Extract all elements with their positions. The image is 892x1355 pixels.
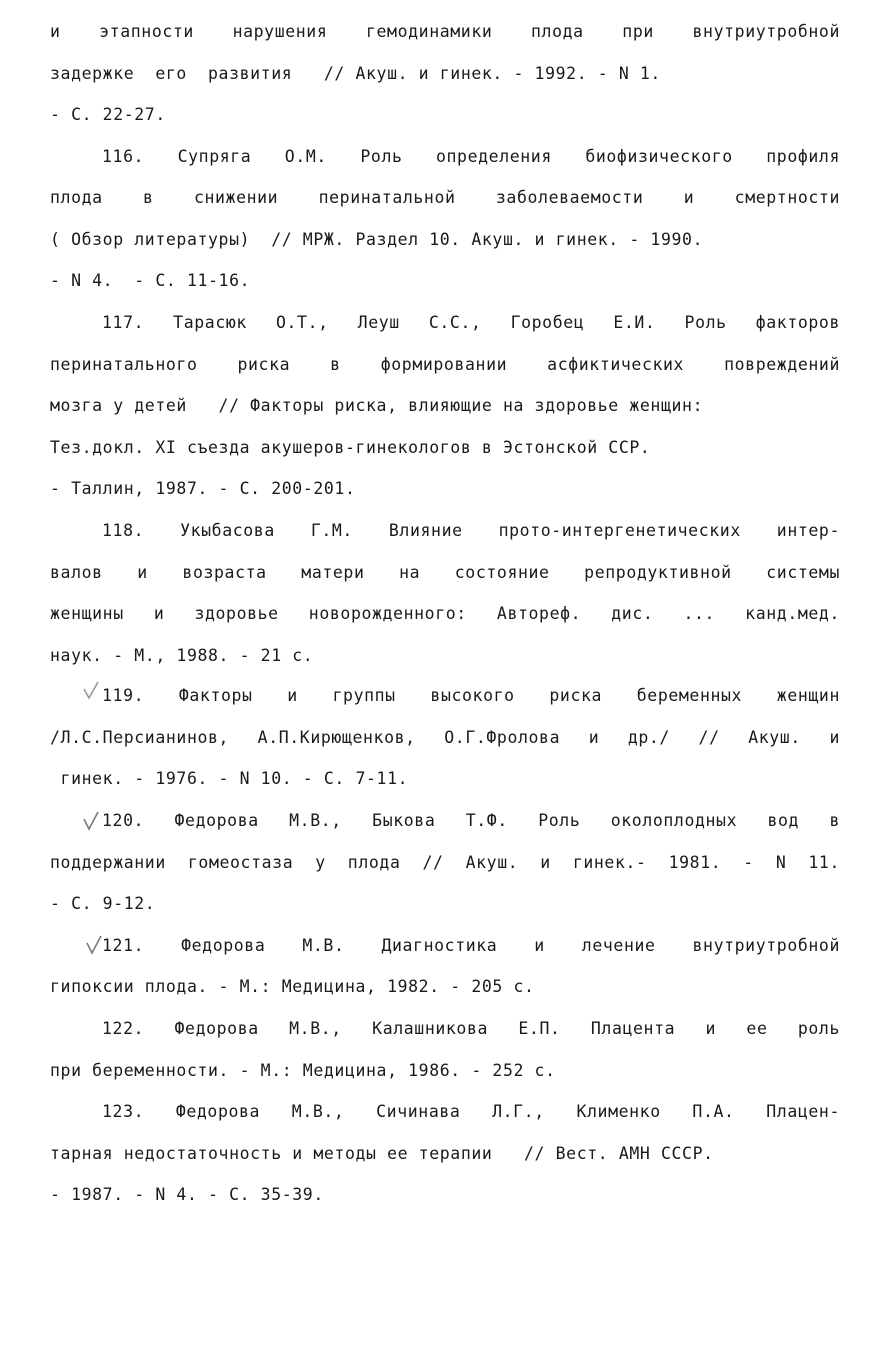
text-line: ( Обзор литературы) // МРЖ. Раздел 10. Акуш. и гинек. - 1990. xyxy=(50,230,704,249)
text-line: плода в снижении перинатальной заболеваемости и смертности xyxy=(50,188,840,207)
text-line: - С. 9-12. xyxy=(50,894,156,913)
text-line: задержке его развития // Акуш. и гинек. - 1992. - N 1. xyxy=(50,64,661,83)
text-line: и этапности нарушения гемодинамики плода при внутриутробной xyxy=(50,22,840,41)
text-line: /Л.С.Персианинов, А.П.Кирющенков, О.Г.Фролова и др./ // Акуш. и xyxy=(50,728,840,747)
text-line: наук. - М., 1988. - 21 с. xyxy=(50,646,314,665)
text-line: - Таллин, 1987. - С. 200-201. xyxy=(50,479,356,498)
text-line: тарная недостаточность и методы ее терапии // Вест. АМН СССР. xyxy=(50,1144,714,1163)
text-line: - С. 22-27. xyxy=(50,105,166,124)
checkmark-icon xyxy=(85,934,103,956)
reference-120-start: 120. Федорова М.В., Быкова Т.Ф. Роль околоплодных вод в xyxy=(102,811,840,830)
reference-122-start: 122. Федорова М.В., Калашникова Е.П. Плацента и ее роль xyxy=(102,1019,840,1038)
text-line: - 1987. - N 4. - С. 35-39. xyxy=(50,1185,324,1204)
reference-119-start: 119. Факторы и группы высокого риска беременных женщин xyxy=(102,686,840,705)
text-line: Тез.докл. XI съезда акушеров-гинекологов в Эстонской ССР. xyxy=(50,438,651,457)
text-line: при беременности. - М.: Медицина, 1986. - 252 с. xyxy=(50,1061,556,1080)
text-line: - N 4. - С. 11-16. xyxy=(50,271,251,290)
text-line: мозга у детей // Факторы риска, влияющие на здоровье женщин: xyxy=(50,396,704,415)
text-line: гипоксии плода. - М.: Медицина, 1982. - 205 с. xyxy=(50,977,535,996)
reference-117-start: 117. Тарасюк О.Т., Леуш С.С., Горобец Е.И. Роль факторов xyxy=(102,313,840,332)
text-line: перинатального риска в формировании асфиктических повреждений xyxy=(50,355,840,374)
text-line: гинек. - 1976. - N 10. - С. 7-11. xyxy=(50,769,409,788)
text-line: валов и возраста матери на состояние репродуктивной системы xyxy=(50,563,840,582)
text-line: женщины и здоровье новорожденного: Автореф. дис. ... канд.мед. xyxy=(50,604,840,623)
checkmark-icon xyxy=(82,810,100,832)
checkmark-icon xyxy=(82,680,100,702)
reference-118-start: 118. Укыбасова Г.М. Влияние прото-интергенетических интер- xyxy=(102,521,840,540)
text-line: поддержании гомеостаза у плода // Акуш. и гинек.- 1981. - N 11. xyxy=(50,853,840,872)
reference-123-start: 123. Федорова М.В., Сичинава Л.Г., Клименко П.А. Плацен- xyxy=(102,1102,840,1121)
reference-121-start: 121. Федорова М.В. Диагностика и лечение внутриутробной xyxy=(102,936,840,955)
reference-116-start: 116. Супряга О.М. Роль определения биофизического профиля xyxy=(102,147,840,166)
